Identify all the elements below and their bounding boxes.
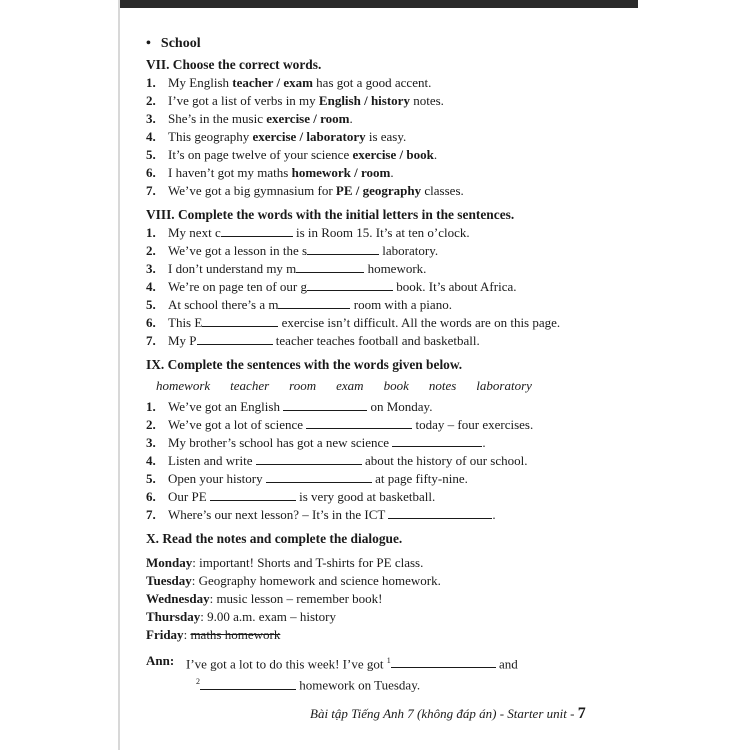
item-number: 7. xyxy=(146,507,156,522)
item-number: 3. xyxy=(146,111,156,126)
item-text: It’s on page twelve of your science exercise / book. xyxy=(168,147,438,162)
exercise-vii-item xyxy=(146,74,596,92)
note-text: : 9.00 a.m. exam – history xyxy=(200,609,336,624)
note-line xyxy=(146,608,596,626)
item-text: Open your history at page fifty-nine. xyxy=(168,471,468,486)
exercise-ix-item xyxy=(146,452,596,470)
item-text: We’ve got a lot of science today – four exercises. xyxy=(168,417,534,432)
exercise-vii-item xyxy=(146,146,596,164)
worksheet-page xyxy=(146,36,596,695)
word-bank-item: book xyxy=(383,378,409,393)
page-number: 7 xyxy=(577,705,586,722)
note-day: Wednesday xyxy=(146,591,210,606)
section-header xyxy=(146,36,596,52)
item-number: 3. xyxy=(146,261,156,276)
exercise-viii-item xyxy=(146,314,596,332)
page-footer xyxy=(310,705,586,723)
answer-blank[interactable] xyxy=(210,488,296,501)
answer-blank[interactable] xyxy=(283,398,367,411)
dialogue-and: and xyxy=(495,656,518,672)
exercise-vii-item xyxy=(146,92,596,110)
word-bank-item: teacher xyxy=(230,378,270,393)
answer-blank[interactable] xyxy=(266,470,372,483)
exercise-ix-item xyxy=(146,416,596,434)
answer-blank[interactable] xyxy=(307,278,393,291)
footer-text: Bài tập Tiếng Anh 7 (không đáp án) - Starter unit - xyxy=(310,706,578,721)
note-text-crossed: maths homework xyxy=(190,627,281,642)
word-choice[interactable]: exercise / room xyxy=(266,111,350,126)
word-bank-item: notes xyxy=(428,378,457,393)
gap-number-2: 2 xyxy=(196,677,200,687)
answer-blank-2[interactable] xyxy=(200,677,296,690)
item-text: This geography exercise / laboratory is easy. xyxy=(168,129,407,144)
exercise-viii-heading: VIII. Complete the words with the initial letters in the sentences. xyxy=(146,207,515,222)
exercise-vii-item xyxy=(146,110,596,128)
item-number: 2. xyxy=(146,93,156,108)
exercise-vii-heading: VII. Choose the correct words. xyxy=(146,57,322,72)
note-day: Tuesday xyxy=(146,573,192,588)
item-number: 4. xyxy=(146,129,156,144)
item-text: We’ve got a big gymnasium for PE / geography classes. xyxy=(168,183,464,198)
note-text: : music lesson – remember book! xyxy=(209,591,383,606)
answer-blank[interactable] xyxy=(392,434,482,447)
item-text: We’ve got an English on Monday. xyxy=(168,399,433,414)
item-number: 7. xyxy=(146,333,156,348)
item-text: I’ve got a list of verbs in my English / history notes. xyxy=(168,93,444,108)
word-choice[interactable]: PE / geography xyxy=(335,183,422,198)
word-choice[interactable]: teacher / exam xyxy=(232,75,313,90)
answer-blank[interactable] xyxy=(307,242,379,255)
note-day: Friday xyxy=(146,627,184,642)
dialogue-line1: I’ve got a lot to do this week! I’ve got xyxy=(186,656,387,672)
exercise-viii-item xyxy=(146,224,596,242)
item-text: She’s in the music exercise / room. xyxy=(168,111,353,126)
exercise-vii-item xyxy=(146,128,596,146)
item-number: 1. xyxy=(146,225,156,240)
note-line xyxy=(146,572,596,590)
dialogue-speaker: Ann: xyxy=(146,653,175,668)
word-choice[interactable]: exercise / laboratory xyxy=(252,129,366,144)
word-bank-item: room xyxy=(289,378,317,393)
exercise-ix-item xyxy=(146,506,596,524)
exercise-ix-list xyxy=(146,398,596,524)
item-number: 7. xyxy=(146,183,156,198)
item-number: 5. xyxy=(146,297,156,312)
exercise-vii-list xyxy=(146,74,596,200)
note-line xyxy=(146,590,596,608)
exercise-ix-item xyxy=(146,434,596,452)
item-number: 2. xyxy=(146,243,156,258)
section-title: School xyxy=(160,36,201,51)
item-text: My next c is in Room 15. It’s at ten o’clock. xyxy=(168,225,470,240)
exercise-viii-item xyxy=(146,332,596,350)
answer-blank[interactable] xyxy=(197,332,273,345)
book-edge-left xyxy=(118,0,120,750)
item-number: 6. xyxy=(146,165,156,180)
dialogue xyxy=(146,652,596,695)
item-text: We’re on page ten of our g book. It’s about Africa. xyxy=(168,279,517,294)
item-text: My English teacher / exam has got a good accent. xyxy=(168,75,432,90)
bullet-icon: • xyxy=(146,36,151,51)
note-line xyxy=(146,554,596,572)
exercise-x-heading: X. Read the notes and complete the dialogue. xyxy=(146,531,403,546)
answer-blank[interactable] xyxy=(256,452,362,465)
note-day: Thursday xyxy=(146,609,201,624)
answer-blank[interactable] xyxy=(296,260,364,273)
answer-blank[interactable] xyxy=(388,506,492,519)
item-text: I haven’t got my maths homework / room. xyxy=(168,165,394,180)
word-choice[interactable]: exercise / book xyxy=(352,147,434,162)
word-choice[interactable]: English / history xyxy=(318,93,410,108)
item-text: My P teacher teaches football and basketball. xyxy=(168,333,480,348)
word-bank-item: homework xyxy=(156,378,211,393)
exercise-ix-item xyxy=(146,398,596,416)
item-text: Our PE is very good at basketball. xyxy=(168,489,436,504)
notes-list xyxy=(146,554,596,644)
exercise-viii-item xyxy=(146,260,596,278)
book-edge-top xyxy=(118,0,638,8)
item-text: We’ve got a lesson in the s laboratory. xyxy=(168,243,439,258)
item-text: My brother’s school has got a new science . xyxy=(168,435,486,450)
answer-blank-1[interactable] xyxy=(391,655,496,668)
exercise-viii-item xyxy=(146,242,596,260)
item-number: 6. xyxy=(146,315,156,330)
dialogue-line2: homework on Tuesday. xyxy=(296,677,421,693)
item-text: Where’s our next lesson? – It’s in the ICT . xyxy=(168,507,496,522)
answer-blank[interactable] xyxy=(202,314,278,327)
item-text: At school there’s a m room with a piano. xyxy=(168,297,452,312)
answer-blank[interactable] xyxy=(278,296,350,309)
gap-number-1: 1 xyxy=(386,656,391,665)
item-number: 4. xyxy=(146,279,156,294)
exercise-viii-item xyxy=(146,278,596,296)
word-choice[interactable]: homework / room xyxy=(291,165,391,180)
exercise-vii-item xyxy=(146,164,596,182)
exercise-viii-item xyxy=(146,296,596,314)
item-number: 5. xyxy=(146,471,156,486)
note-day: Monday xyxy=(146,555,193,570)
item-number: 2. xyxy=(146,417,156,432)
exercise-vii-item xyxy=(146,182,596,200)
exercise-ix-item xyxy=(146,470,596,488)
note-text: : Geography homework and science homework. xyxy=(191,573,441,588)
item-number: 6. xyxy=(146,489,156,504)
item-number: 5. xyxy=(146,147,156,162)
item-number: 1. xyxy=(146,399,156,414)
exercise-ix-heading: IX. Complete the sentences with the words given below. xyxy=(146,357,463,372)
word-bank xyxy=(156,378,596,394)
word-bank-item: laboratory xyxy=(476,378,532,393)
answer-blank[interactable] xyxy=(221,224,293,237)
exercise-ix-item xyxy=(146,488,596,506)
word-bank-item: exam xyxy=(336,378,364,393)
item-text: Listen and write about the history of our school. xyxy=(168,453,528,468)
answer-blank[interactable] xyxy=(306,416,412,429)
item-number: 3. xyxy=(146,435,156,450)
item-number: 1. xyxy=(146,75,156,90)
item-text: I don’t understand my m homework. xyxy=(168,261,427,276)
note-text: : important! Shorts and T-shirts for PE class. xyxy=(192,555,424,570)
note-line: Friday: maths homework xyxy=(146,627,281,642)
item-number: 4. xyxy=(146,453,156,468)
exercise-viii-list xyxy=(146,224,596,350)
item-text: This E exercise isn’t difficult. All the words are on this page. xyxy=(168,315,561,330)
